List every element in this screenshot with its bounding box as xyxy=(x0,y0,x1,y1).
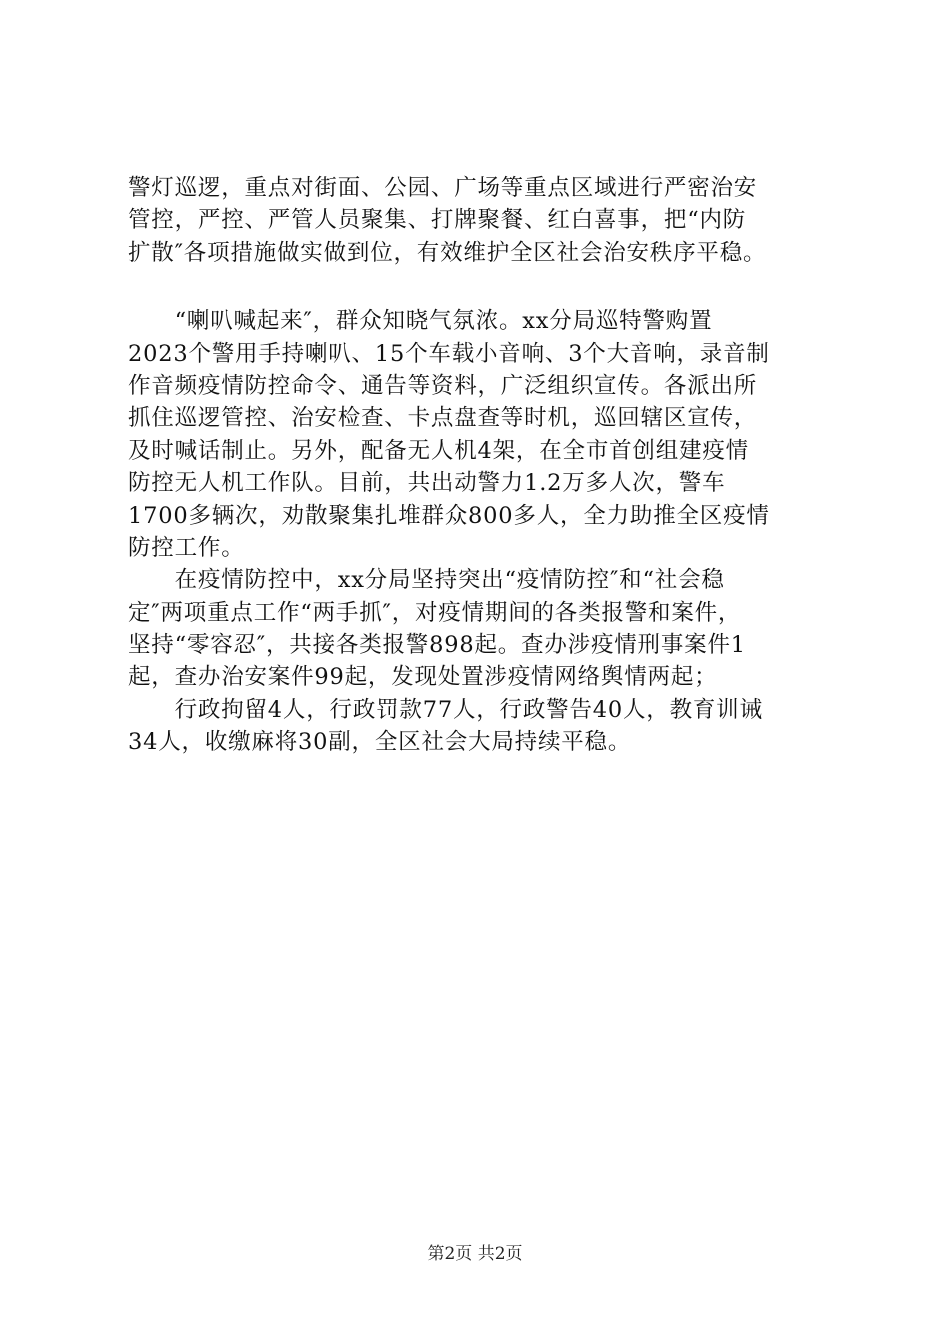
document-body xyxy=(128,172,828,759)
paragraph-3 xyxy=(128,564,828,694)
text-line: 作音频疫情防控命令、通告等资料，广泛组织宣传。各派出所 xyxy=(128,372,758,399)
text-line: 起，查办治安案件99起，发现处置涉疫情网络舆情两起； xyxy=(128,664,718,691)
text-line: 行政拘留4人，行政罚款77人，行政警告40人，教育训诫 xyxy=(128,696,763,723)
paragraph-spacer xyxy=(128,269,828,305)
text-line: 1700多辆次，劝散聚集扎堆群众800多人，全力助推全区疫情 xyxy=(128,502,770,529)
page-number-footer: 第2页 共2页 xyxy=(427,1244,523,1264)
text-line: 2023个警用手持喇叭、15个车载小音响、3个大音响，录音制 xyxy=(128,340,770,367)
text-line: 警灯巡逻，重点对街面、公园、广场等重点区域进行严密治安 xyxy=(128,175,758,201)
text-line: 管控，严控、严管人员聚集、打牌聚餐、红白喜事，把“内防 xyxy=(128,207,747,234)
text-line: 抓住巡逻管控、治安检查、卡点盘查等时机，巡回辖区宣传， xyxy=(128,405,758,432)
text-line: 34人，收缴麻将30副，全区社会大局持续平稳。 xyxy=(128,729,632,756)
paragraph-2 xyxy=(128,305,828,564)
paragraph-1 xyxy=(128,172,828,269)
text-line: 在疫情防控中，xx分局坚持突出“疫情防控″和“社会稳 xyxy=(128,567,725,594)
text-line: 防控工作。 xyxy=(128,534,245,561)
text-line: 防控无人机工作队。目前，共出动警力1.2万多人次，警车 xyxy=(128,470,726,497)
text-line: “喇叭喊起来″，群众知晓气氛浓。xx分局巡特警购置 xyxy=(128,308,713,335)
paragraph-4 xyxy=(128,694,828,759)
text-line: 定″两项重点工作“两手抓″，对疫情期间的各类报警和案件， xyxy=(128,599,742,626)
text-line: 扩散″各项措施做实做到位，有效维护全区社会治安秩序平稳。 xyxy=(128,239,767,266)
text-line: 及时喊话制止。另外，配备无人机4架，在全市首创组建疫情 xyxy=(128,437,749,464)
text-line: 坚持“零容忍″，共接各类报警898起。查办涉疫情刑事案件1 xyxy=(128,632,746,659)
